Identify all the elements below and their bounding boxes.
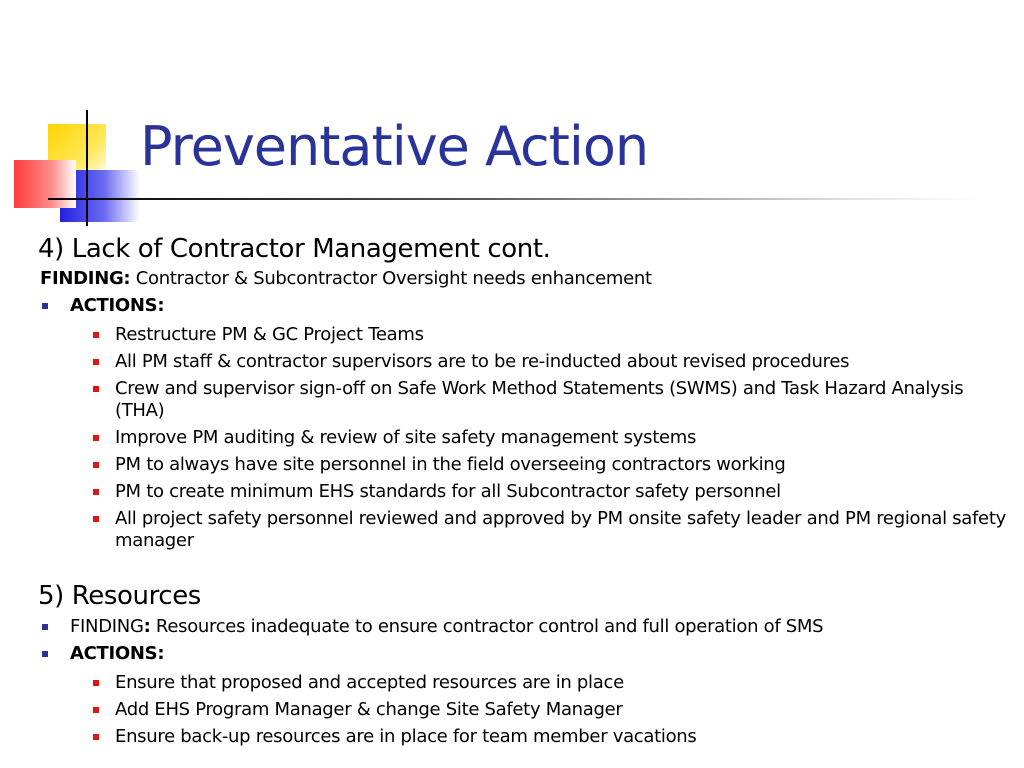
section-4-actions	[38, 293, 1014, 319]
section-4-finding	[40, 266, 1014, 292]
action-text: Restructure PM & GC Project Teams	[115, 324, 424, 345]
list-item	[38, 351, 1014, 373]
finding-text: Resources inadequate to ensure contractor control and full operation of SMS	[150, 616, 824, 637]
square-bullet-icon	[93, 386, 99, 392]
list-item	[38, 699, 1014, 721]
action-text: Crew and supervisor sign-off on Safe Work Method Statements (SWMS) and Task Hazard Analysis (THA)	[115, 378, 964, 421]
action-text: Improve PM auditing & review of site safety management systems	[115, 427, 697, 448]
square-bullet-icon	[93, 435, 99, 441]
square-bullet-icon	[42, 303, 48, 309]
square-bullet-icon	[42, 651, 48, 657]
list-item	[38, 726, 1014, 748]
square-bullet-icon	[93, 734, 99, 740]
section-5-heading: 5) Resources	[38, 581, 201, 611]
decorative-vertical-line	[86, 110, 88, 226]
square-bullet-icon	[93, 680, 99, 686]
action-text: All project safety personnel reviewed and approved by PM onsite safety leader and PM regional safety manager	[115, 508, 1006, 551]
slide-body	[38, 232, 1014, 753]
action-text: Ensure that proposed and accepted resources are in place	[115, 672, 624, 693]
square-bullet-icon	[93, 359, 99, 365]
square-bullet-icon	[93, 462, 99, 468]
action-text: Add EHS Program Manager & change Site Safety Manager	[115, 699, 623, 720]
action-text: All PM staff & contractor supervisors are to be re-inducted about revised procedures	[115, 351, 850, 372]
finding-text: Contractor & Subcontractor Oversight needs enhancement	[130, 268, 652, 289]
list-item	[38, 427, 1014, 449]
list-item	[38, 508, 1014, 552]
decorative-red-square	[14, 160, 76, 208]
actions-label: ACTIONS:	[70, 295, 165, 316]
square-bullet-icon	[42, 624, 48, 630]
list-item	[38, 324, 1014, 346]
square-bullet-icon	[93, 489, 99, 495]
section-spacer	[38, 557, 1014, 579]
square-bullet-icon	[93, 516, 99, 522]
list-item	[38, 672, 1014, 694]
list-item	[38, 481, 1014, 503]
section-5-finding	[38, 614, 1014, 640]
action-text: PM to create minimum EHS standards for all Subcontractor safety personnel	[115, 481, 781, 502]
square-bullet-icon	[93, 332, 99, 338]
section-4-heading: 4) Lack of Contractor Management cont.	[38, 234, 551, 264]
square-bullet-icon	[93, 707, 99, 713]
slide-title: Preventative Action	[140, 115, 649, 178]
list-item	[38, 454, 1014, 476]
finding-label: FINDING	[70, 616, 144, 637]
finding-colon: :	[143, 616, 151, 637]
title-underline	[48, 198, 978, 200]
actions-label: ACTIONS:	[70, 643, 165, 664]
action-text: PM to always have site personnel in the field overseeing contractors working	[115, 454, 786, 475]
section-5-actions	[38, 641, 1014, 667]
action-text: Ensure back-up resources are in place for team member vacations	[115, 726, 697, 747]
list-item	[38, 378, 1014, 422]
finding-label: FINDING:	[40, 268, 131, 289]
